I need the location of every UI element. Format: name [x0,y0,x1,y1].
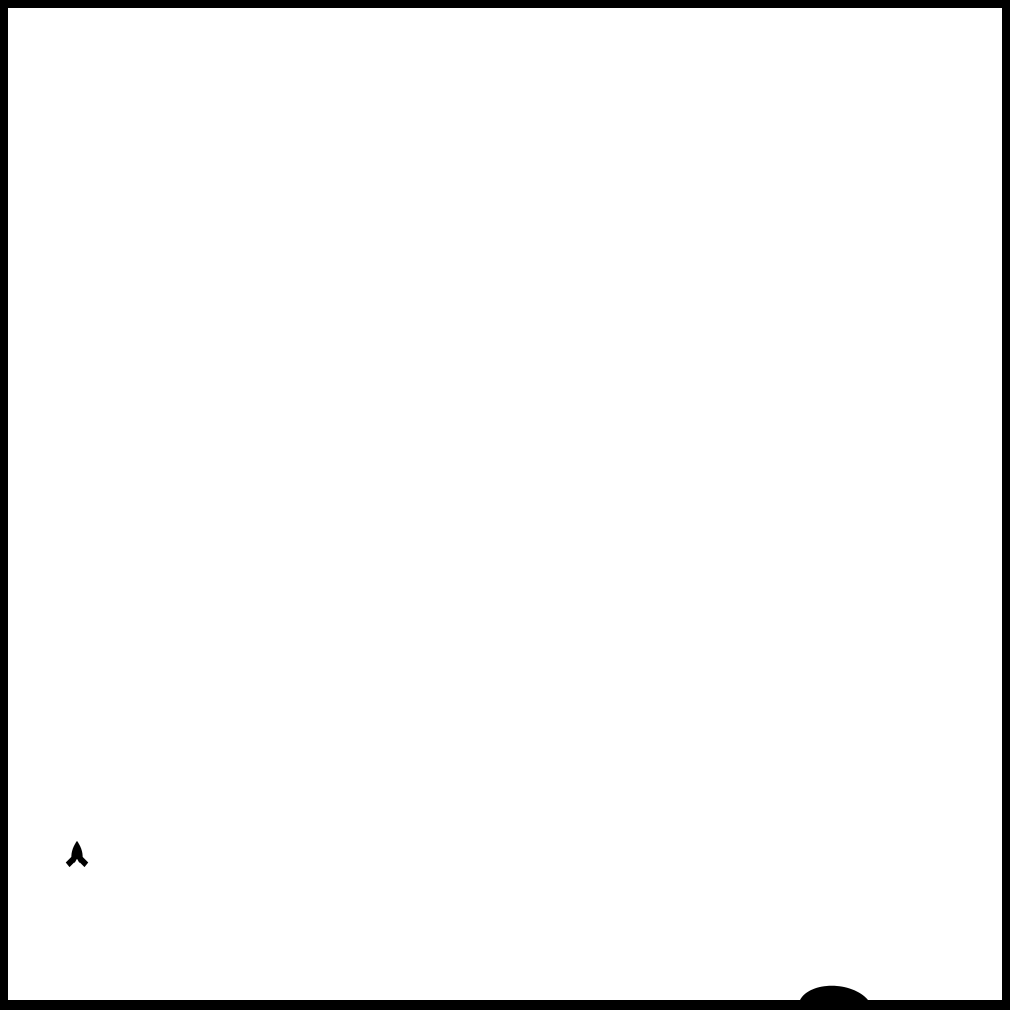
thick-gold-squiggle [925,945,1002,1000]
thin-squiggle-line [870,812,1002,888]
title-corner-bracket-bottom-left [92,163,170,240]
folded-hands-emoji [62,839,92,869]
corner-squiggle-decoration [762,785,1002,1000]
text-line [57,835,849,880]
thick-dark-squiggle [890,860,1002,906]
gold-hump [800,986,868,1000]
paragraph-warning [57,835,849,880]
title-corner-bracket-top-right [823,93,903,170]
emoji-row [65,839,92,880]
thin-squiggle-line [922,932,960,1000]
